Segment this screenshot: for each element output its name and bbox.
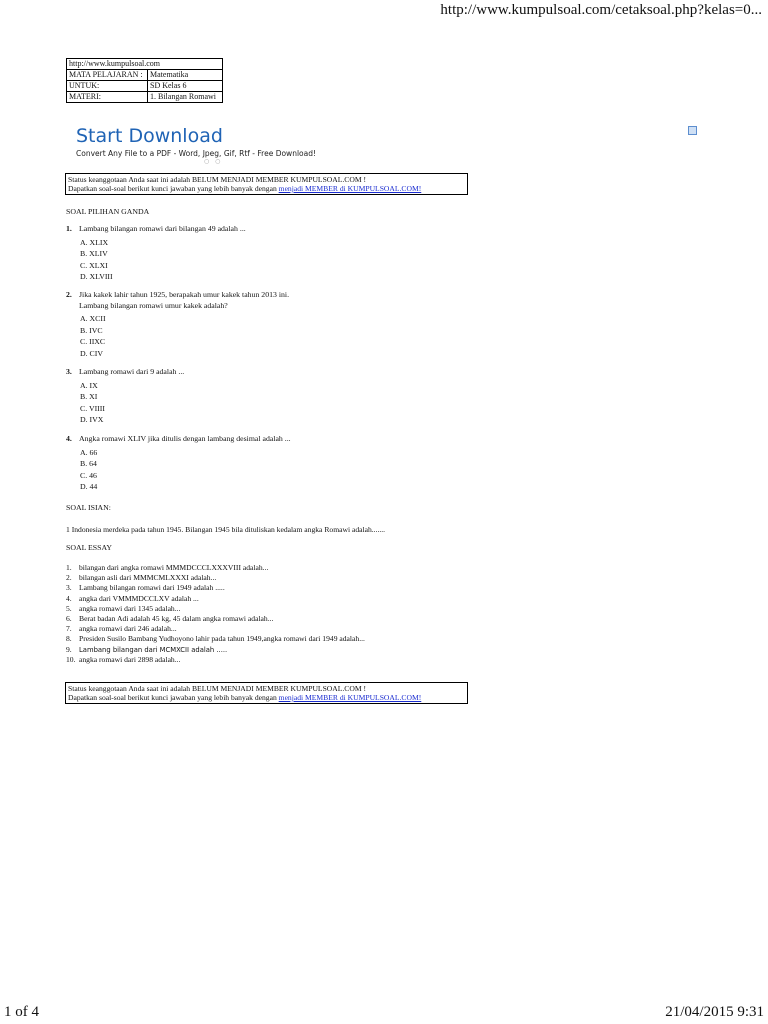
isian-question: 1 Indonesia merdeka pada tahun 1945. Bilangan 1945 bila dituliskan kedalam angka Romawi adalah....... [66,525,386,534]
option: A. XLIX [80,237,109,247]
question-text [79,290,289,311]
essay-number: 1. [66,563,72,572]
option: C. IIXC [80,337,106,347]
essay-text: Berat badan Adi adalah 45 kg, 45 dalam angka romawi adalah... [79,614,274,624]
essay-number: 6. [66,614,72,624]
essay-item [66,604,365,614]
page-counter: 1 of 4 [4,1004,39,1020]
member-link[interactable]: menjadi MEMBER di KUMPULSOAL.COM! [278,693,422,702]
option: C. XLXI [80,260,108,270]
section-title-isian: SOAL ISIAN: [66,503,111,512]
essay-text: bilangan asli dari MMMCMLXXXI adalah... [79,573,217,583]
option: B. XLIV [80,249,108,259]
essay-item [66,655,365,665]
status-line: Status keanggotaan Anda saat ini adalah BELUM MENJADI MEMBER KUMPULSOAL.COM ! [68,175,367,184]
section-title-pilihan-ganda: SOAL PILIHAN GANDA [66,207,150,216]
header-url: http://www.kumpulsoal.com/cetaksoal.php?kelas=0... [440,2,762,18]
info-label-subject: MATA PELAJARAN : [67,70,148,81]
membership-status-box-top [65,173,468,195]
options-list [80,237,246,283]
info-value-grade: SD Kelas 6 [148,81,223,92]
options-list [80,313,289,359]
essay-list [66,563,365,665]
question-number: 4. [66,434,72,443]
essay-item [66,614,365,624]
essay-text: Lambang bilangan romawi dari 1949 adalah ..... [79,583,225,593]
essay-number: 3. [66,583,72,593]
status-offer-line [68,693,465,702]
section-title-essay: SOAL ESSAY [66,543,113,552]
status-offer-text: Dapatkan soal-soal berikut kunci jawaban yang lebih banyak dengan [68,184,279,193]
question-text: Lambang bilangan romawi dari bilangan 49 adalah ... [79,224,246,233]
question-text-line: Lambang bilangan romawi umur kakek adalah? [79,300,228,310]
options-list [80,447,291,493]
member-link[interactable]: menjadi MEMBER di KUMPULSOAL.COM! [278,184,422,193]
status-line: Status keanggotaan Anda saat ini adalah BELUM MENJADI MEMBER KUMPULSOAL.COM ! [68,684,367,693]
option: D. IVX [80,415,104,425]
status-offer-line [68,184,465,193]
essay-text: angka romawi dari 246 adalah... [79,624,177,634]
info-table [66,58,223,103]
ad-dots: ○ ○ [204,158,223,165]
essay-item [66,645,365,655]
essay-item [66,573,365,583]
option: D. XLVIII [80,272,113,282]
ad-banner[interactable] [76,124,316,165]
option: D. CIV [80,348,103,358]
essay-text: angka romawi dari 1345 adalah... [79,603,181,613]
essay-number: 4. [66,593,72,603]
print-datetime: 21/04/2015 9:31 [665,1004,764,1020]
option: B. IVC [80,325,103,335]
info-value-subject: Matematika [148,70,223,81]
question-4 [66,434,291,493]
essay-text: bilangan dari angka romawi MMMDCCCLXXXVIII adalah... [79,563,269,572]
option: A. 66 [80,447,98,457]
question-3 [66,367,184,426]
ad-choices-icon[interactable] [688,126,697,135]
question-2 [66,290,289,359]
essay-text: Presiden Susilo Bambang Yudhoyono lahir pada tahun 1949,angka romawi dari 1949 adalah... [79,634,365,644]
essay-item [66,624,365,634]
option: C. VIIII [80,403,105,413]
essay-number: 5. [66,603,72,613]
essay-number: 9. [66,644,72,654]
essay-number: 10. [66,654,76,664]
membership-status-box-bottom [65,682,468,704]
ad-title[interactable]: Start Download [76,125,223,147]
question-number: 2. [66,290,72,299]
info-label-grade: UNTUK: [67,81,148,92]
essay-text: Lambang bilangan dari MCMXCII adalah ..... [79,645,228,654]
question-text: Lambang romawi dari 9 adalah ... [79,367,185,376]
question-1 [66,224,246,283]
option: B. XI [80,392,98,402]
status-offer-text: Dapatkan soal-soal berikut kunci jawaban yang lebih banyak dengan [68,693,279,702]
question-number: 3. [66,367,72,376]
info-value-topic: 1. Bilangan Romawi [148,92,223,103]
essay-number: 8. [66,634,72,644]
question-text: Angka romawi XLIV jika ditulis dengan lambang desimal adalah ... [79,434,291,443]
essay-number: 7. [66,624,72,634]
essay-item [66,563,365,573]
option: A. XCII [80,314,106,324]
question-number: 1. [66,224,72,233]
ad-subtitle: Convert Any File to a PDF - Word, Jpeg, Gif, Rtf - Free Download! [76,149,316,158]
info-label-topic: MATERI: [67,92,148,103]
site-url[interactable]: http://www.kumpulsoal.com [67,59,223,70]
essay-item [66,594,365,604]
option: D. 44 [80,482,98,492]
options-list [80,380,184,426]
essay-text: angka dari VMMMDCCLXV adalah ... [79,593,199,603]
option: B. 64 [80,459,97,469]
question-text-line: Jika kakek lahir tahun 1925, berapakah umur kakek tahun 2013 ini. [79,290,290,299]
essay-item [66,634,365,644]
essay-text: angka romawi dari 2898 adalah... [79,654,181,664]
option: C. 46 [80,470,97,480]
essay-item [66,583,365,593]
option: A. IX [80,380,98,390]
essay-number: 2. [66,573,72,583]
